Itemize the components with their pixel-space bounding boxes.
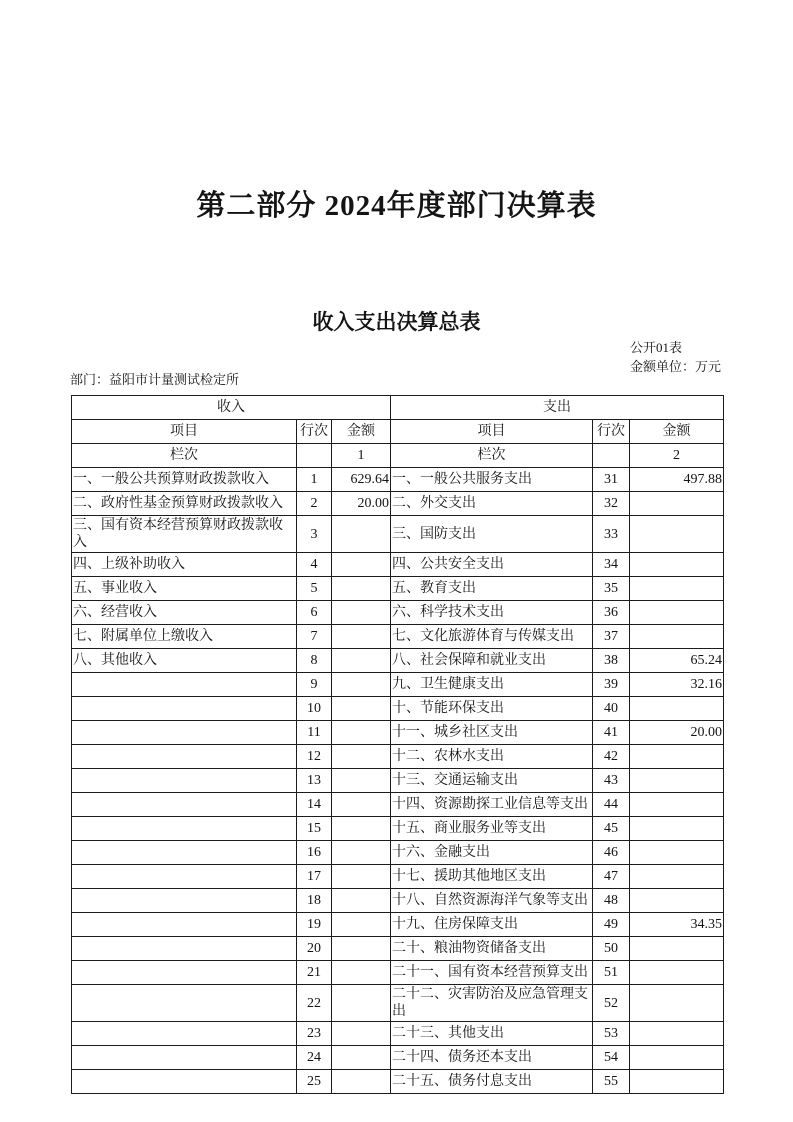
income-item-header: 项目 — [72, 420, 297, 444]
expense-item-header: 项目 — [391, 420, 593, 444]
income-rowno-cell: 16 — [297, 841, 332, 865]
income-amount-cell — [332, 913, 391, 937]
income-amount-cell — [332, 1046, 391, 1070]
income-amount-cell — [332, 817, 391, 841]
income-item-cell: 五、事业收入 — [72, 577, 297, 601]
income-rowno-cell: 6 — [297, 601, 332, 625]
expense-amount-cell — [630, 841, 724, 865]
table-row — [72, 745, 724, 769]
income-amount-cell — [332, 601, 391, 625]
expense-item-cell: 十九、住房保障支出 — [391, 913, 593, 937]
table-row — [72, 673, 724, 697]
income-rowno-cell: 4 — [297, 553, 332, 577]
income-rowno-cell: 12 — [297, 745, 332, 769]
expense-rowno-cell: 44 — [593, 793, 630, 817]
table-title: 收入支出决算总表 — [312, 310, 481, 334]
income-rowno-cell: 8 — [297, 649, 332, 673]
income-rowno-cell: 2 — [297, 492, 332, 516]
expense-item-cell: 七、文化旅游体育与传媒支出 — [391, 625, 593, 649]
table-row — [72, 1070, 724, 1094]
income-item-cell — [72, 841, 297, 865]
expense-rowno-cell: 37 — [593, 625, 630, 649]
expense-rowno-header: 行次 — [593, 420, 630, 444]
expense-amount-cell — [630, 625, 724, 649]
expense-amount-cell: 34.35 — [630, 913, 724, 937]
expense-amount-cell — [630, 516, 724, 553]
income-amount-cell — [332, 1022, 391, 1046]
income-item-cell — [72, 865, 297, 889]
table-row — [72, 841, 724, 865]
expense-amount-cell — [630, 553, 724, 577]
expense-rowno-cell: 53 — [593, 1022, 630, 1046]
expense-item-cell: 六、科学技术支出 — [391, 601, 593, 625]
expense-amount-cell — [630, 601, 724, 625]
expense-rowno-cell: 31 — [593, 468, 630, 492]
income-amount-cell: 629.64 — [332, 468, 391, 492]
income-item-cell — [72, 985, 297, 1022]
income-amount-cell — [332, 937, 391, 961]
expense-amount-cell — [630, 492, 724, 516]
income-amount-cell — [332, 793, 391, 817]
expense-rowno-cell: 48 — [593, 889, 630, 913]
department-label: 部门：益阳市计量测试检定所 — [70, 372, 240, 387]
income-item-cell — [72, 1046, 297, 1070]
part-title: 第二部分 2024年度部门决算表 — [196, 190, 597, 222]
expense-rowno-cell: 42 — [593, 745, 630, 769]
income-rowno-header: 行次 — [297, 420, 332, 444]
income-rowno-cell: 13 — [297, 769, 332, 793]
income-rowno-cell: 20 — [297, 937, 332, 961]
income-rowno-cell: 15 — [297, 817, 332, 841]
expense-amount-cell — [630, 817, 724, 841]
expense-amount-cell — [630, 865, 724, 889]
income-item-cell: 六、经营收入 — [72, 601, 297, 625]
table-meta — [630, 339, 726, 377]
expense-item-cell: 三、国防支出 — [391, 516, 593, 553]
expense-item-cell: 二十二、灾害防治及应急管理支出 — [391, 985, 593, 1022]
income-rowno-cell: 10 — [297, 697, 332, 721]
expense-rowno-cell: 50 — [593, 937, 630, 961]
expense-amount-cell: 32.16 — [630, 673, 724, 697]
income-item-cell — [72, 817, 297, 841]
expense-amount-cell — [630, 769, 724, 793]
expense-amount-cell — [630, 745, 724, 769]
expense-column-number: 2 — [630, 444, 724, 468]
income-amount-cell — [332, 673, 391, 697]
expense-rowno-cell: 36 — [593, 601, 630, 625]
income-item-cell — [72, 793, 297, 817]
expense-item-cell: 二十、粮油物资储备支出 — [391, 937, 593, 961]
income-item-cell: 三、国有资本经营预算财政拨款收入 — [72, 516, 297, 553]
income-amount-cell — [332, 625, 391, 649]
expense-rowno-cell: 49 — [593, 913, 630, 937]
expense-amount-cell — [630, 961, 724, 985]
income-item-cell: 四、上级补助收入 — [72, 553, 297, 577]
expense-item-cell: 五、教育支出 — [391, 577, 593, 601]
expense-item-cell: 一、一般公共服务支出 — [391, 468, 593, 492]
expense-amount-cell: 65.24 — [630, 649, 724, 673]
expense-item-cell: 四、公共安全支出 — [391, 553, 593, 577]
table-row — [72, 697, 724, 721]
income-amount-cell — [332, 697, 391, 721]
income-item-cell — [72, 961, 297, 985]
income-amount-cell — [332, 649, 391, 673]
income-item-cell — [72, 721, 297, 745]
expense-item-cell: 十五、商业服务业等支出 — [391, 817, 593, 841]
expense-rowno-cell: 51 — [593, 961, 630, 985]
expense-amount-cell — [630, 889, 724, 913]
table-row — [72, 601, 724, 625]
income-amount-cell — [332, 985, 391, 1022]
expense-rowno-cell: 46 — [593, 841, 630, 865]
column-header-row — [72, 420, 724, 444]
expense-rowno-cell: 45 — [593, 817, 630, 841]
table-row — [72, 937, 724, 961]
table-row — [72, 865, 724, 889]
income-amount-cell: 20.00 — [332, 492, 391, 516]
table-row — [72, 913, 724, 937]
expense-rowno-cell: 52 — [593, 985, 630, 1022]
expense-item-cell: 二、外交支出 — [391, 492, 593, 516]
section-header-row — [72, 396, 724, 420]
expense-amount-cell — [630, 793, 724, 817]
expense-column-label: 栏次 — [391, 444, 593, 468]
income-item-cell — [72, 697, 297, 721]
expense-amount-cell: 497.88 — [630, 468, 724, 492]
income-rowno-cell: 18 — [297, 889, 332, 913]
expense-amount-cell — [630, 1070, 724, 1094]
expense-item-cell: 十八、自然资源海洋气象等支出 — [391, 889, 593, 913]
table-row — [72, 468, 724, 492]
expense-item-cell: 二十四、债务还本支出 — [391, 1046, 593, 1070]
expense-item-cell: 八、社会保障和就业支出 — [391, 649, 593, 673]
income-amount-header: 金额 — [332, 420, 391, 444]
expense-amount-cell — [630, 985, 724, 1022]
table-row — [72, 553, 724, 577]
expense-rowno-cell: 55 — [593, 1070, 630, 1094]
expense-amount-cell — [630, 1022, 724, 1046]
income-item-cell — [72, 745, 297, 769]
column-number-row — [72, 444, 724, 468]
expense-rowno-cell: 32 — [593, 492, 630, 516]
expense-rowno-cell: 47 — [593, 865, 630, 889]
expense-item-cell: 十四、资源勘探工业信息等支出 — [391, 793, 593, 817]
income-rowno-cell: 11 — [297, 721, 332, 745]
income-rowno-cell: 22 — [297, 985, 332, 1022]
expense-rowno-cell: 43 — [593, 769, 630, 793]
expense-item-cell: 十、节能环保支出 — [391, 697, 593, 721]
income-rowno-cell: 7 — [297, 625, 332, 649]
income-amount-cell — [332, 841, 391, 865]
income-rowno-cell: 21 — [297, 961, 332, 985]
table-row — [72, 625, 724, 649]
income-item-cell — [72, 913, 297, 937]
table-code-label: 公开01表 — [630, 340, 683, 355]
expense-item-cell: 十六、金融支出 — [391, 841, 593, 865]
income-rowno-cell: 1 — [297, 468, 332, 492]
expense-rowno-cell: 35 — [593, 577, 630, 601]
income-column-blank — [297, 444, 332, 468]
expense-amount-cell — [630, 697, 724, 721]
income-item-cell: 八、其他收入 — [72, 649, 297, 673]
expense-rowno-cell: 40 — [593, 697, 630, 721]
income-amount-cell — [332, 745, 391, 769]
table-row — [72, 721, 724, 745]
expense-section-header: 支出 — [391, 396, 724, 420]
expense-item-cell: 二十五、债务付息支出 — [391, 1070, 593, 1094]
table-header — [72, 396, 724, 468]
expense-amount-header: 金额 — [630, 420, 724, 444]
table-row — [72, 985, 724, 1022]
income-item-cell — [72, 1070, 297, 1094]
table-row — [72, 649, 724, 673]
income-rowno-cell: 5 — [297, 577, 332, 601]
income-item-cell: 二、政府性基金预算财政拨款收入 — [72, 492, 297, 516]
expense-item-cell: 十一、城乡社区支出 — [391, 721, 593, 745]
income-column-number: 1 — [332, 444, 391, 468]
table-row — [72, 577, 724, 601]
income-amount-cell — [332, 553, 391, 577]
expense-rowno-cell: 54 — [593, 1046, 630, 1070]
expense-rowno-cell: 33 — [593, 516, 630, 553]
expense-item-cell: 十七、援助其他地区支出 — [391, 865, 593, 889]
income-rowno-cell: 19 — [297, 913, 332, 937]
income-amount-cell — [332, 721, 391, 745]
income-item-cell — [72, 769, 297, 793]
income-item-cell: 一、一般公共预算财政拨款收入 — [72, 468, 297, 492]
income-rowno-cell: 25 — [297, 1070, 332, 1094]
table-row — [72, 889, 724, 913]
table-row — [72, 492, 724, 516]
expense-item-cell: 十二、农林水支出 — [391, 745, 593, 769]
income-amount-cell — [332, 1070, 391, 1094]
income-amount-cell — [332, 516, 391, 553]
table-row — [72, 793, 724, 817]
income-rowno-cell: 14 — [297, 793, 332, 817]
income-rowno-cell: 24 — [297, 1046, 332, 1070]
income-rowno-cell: 17 — [297, 865, 332, 889]
expense-item-cell: 九、卫生健康支出 — [391, 673, 593, 697]
table-row — [72, 516, 724, 553]
income-item-cell — [72, 673, 297, 697]
expense-column-blank — [593, 444, 630, 468]
income-item-cell — [72, 889, 297, 913]
income-section-header: 收入 — [72, 396, 391, 420]
income-amount-cell — [332, 961, 391, 985]
expense-amount-cell — [630, 1046, 724, 1070]
table-row — [72, 1022, 724, 1046]
expense-rowno-cell: 39 — [593, 673, 630, 697]
income-item-cell — [72, 1022, 297, 1046]
income-expense-summary-table — [71, 395, 724, 1094]
income-amount-cell — [332, 865, 391, 889]
income-amount-cell — [332, 769, 391, 793]
income-rowno-cell: 3 — [297, 516, 332, 553]
table-row — [72, 961, 724, 985]
income-item-cell: 七、附属单位上缴收入 — [72, 625, 297, 649]
income-column-label: 栏次 — [72, 444, 297, 468]
expense-rowno-cell: 38 — [593, 649, 630, 673]
expense-amount-cell — [630, 577, 724, 601]
income-rowno-cell: 23 — [297, 1022, 332, 1046]
expense-amount-cell — [630, 937, 724, 961]
expense-item-cell: 二十三、其他支出 — [391, 1022, 593, 1046]
table-body — [72, 468, 724, 1094]
expense-rowno-cell: 41 — [593, 721, 630, 745]
expense-amount-cell: 20.00 — [630, 721, 724, 745]
table-row — [72, 817, 724, 841]
table-row — [72, 1046, 724, 1070]
amount-unit-label: 金额单位：万元 — [630, 358, 722, 374]
income-rowno-cell: 9 — [297, 673, 332, 697]
table-row — [72, 769, 724, 793]
expense-rowno-cell: 34 — [593, 553, 630, 577]
income-amount-cell — [332, 889, 391, 913]
expense-item-cell: 二十一、国有资本经营预算支出 — [391, 961, 593, 985]
income-item-cell — [72, 937, 297, 961]
income-amount-cell — [332, 577, 391, 601]
expense-item-cell: 十三、交通运输支出 — [391, 769, 593, 793]
